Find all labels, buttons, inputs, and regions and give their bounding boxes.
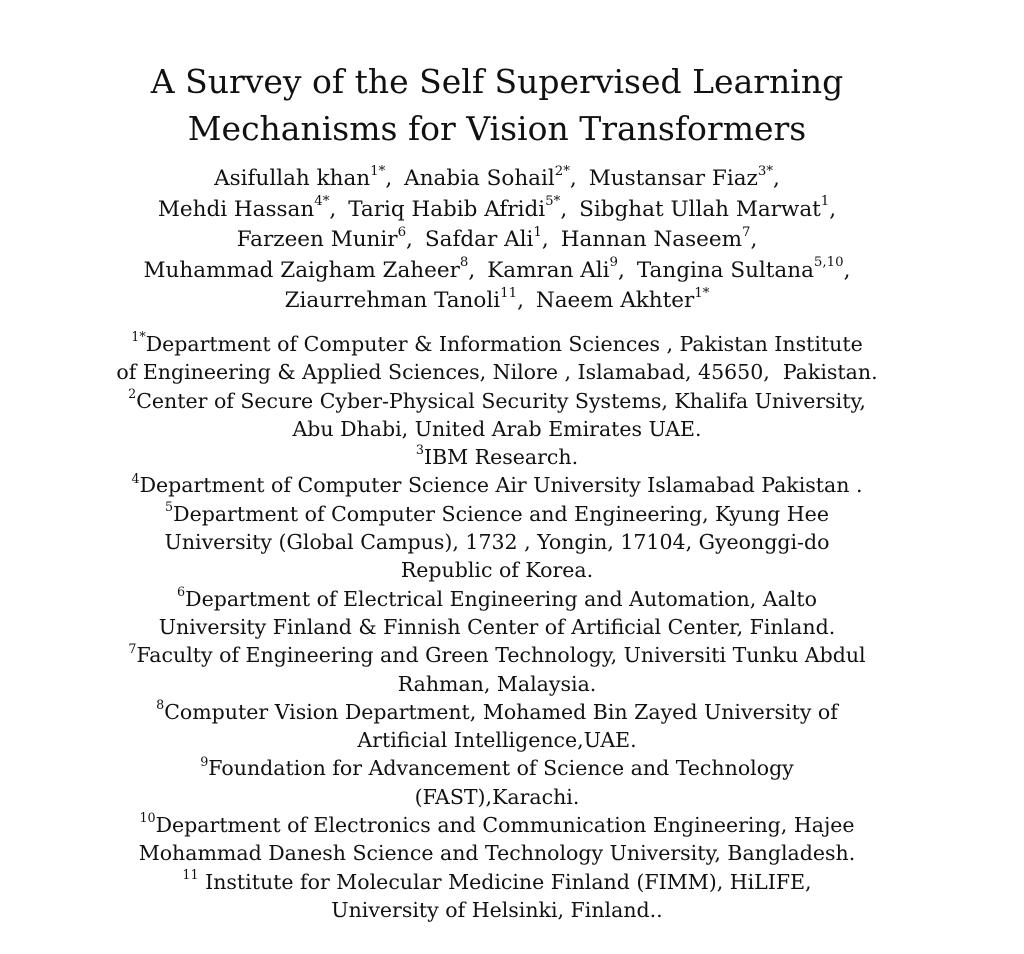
author <box>143 255 476 283</box>
affiliation-line <box>0 783 994 811</box>
affiliation-marker: 5 <box>165 499 174 515</box>
affiliation-line <box>0 670 994 698</box>
author-name: Naeem Akhter <box>535 288 695 313</box>
affiliation-text: Foundation for Advancement of Science and Technology <box>208 756 794 781</box>
affiliation-line <box>0 556 994 584</box>
affiliation-marker: 6 <box>177 583 186 599</box>
affiliation-line <box>0 868 994 896</box>
affiliation-line <box>0 754 994 782</box>
author <box>636 255 851 283</box>
author-affiliation-marker: 1 <box>533 224 542 240</box>
author-affiliation-marker: 2* <box>554 163 570 179</box>
affiliation-text: Faculty of Engineering and Green Technology, Universiti Tunku Abdul <box>136 643 866 668</box>
author-separator: , <box>843 257 851 283</box>
author-separator: , <box>569 166 577 191</box>
affiliation-line <box>0 613 994 641</box>
author <box>424 224 549 252</box>
affiliation-text: Abu Dhabi, United Arab Emirates UAE. <box>292 416 702 441</box>
author <box>284 285 524 313</box>
author-affiliation-marker: 7 <box>741 224 751 240</box>
author-affiliation-marker: 9 <box>609 255 619 271</box>
author <box>404 163 577 191</box>
author-line <box>0 195 994 226</box>
affiliation-marker: 8 <box>156 697 165 713</box>
affiliation-marker: 2 <box>128 385 137 401</box>
author <box>579 194 837 222</box>
author-affiliation-marker: 3* <box>757 163 774 179</box>
author-line <box>0 256 994 287</box>
author-affiliation-marker: 6 <box>397 224 407 240</box>
affiliation-text: Mohammad Danesh Science and Technology University, Bangladesh. <box>138 841 856 866</box>
affiliation-text: University of Helsinki, Finland.. <box>331 897 663 922</box>
author-list <box>0 164 994 317</box>
author-separator: , <box>560 196 568 222</box>
author-name: Tangina Sultana <box>636 257 814 283</box>
author-separator: , <box>517 288 524 313</box>
author-name: Farzeen Munir <box>236 227 398 252</box>
author-line <box>0 286 994 317</box>
author <box>157 194 337 222</box>
author-name: Muhammad Zaigham Zaheer <box>143 257 460 283</box>
author-name: Asifullah khan <box>214 166 371 191</box>
affiliation-line <box>0 330 994 358</box>
author <box>214 163 393 191</box>
author-affiliation-marker: 11 <box>500 285 518 301</box>
author-name: Anabia Sohail <box>404 166 555 191</box>
affiliation-line <box>0 811 994 839</box>
author-separator: , <box>468 257 476 283</box>
author-separator: , <box>329 196 337 222</box>
author-name: Ziaurrehman Tanoli <box>284 288 501 313</box>
affiliation-line <box>0 641 994 669</box>
affiliation-text: University (Global Campus), 1732 , Yongin, 17104, Gyeonggi-do <box>164 530 830 555</box>
author-separator: , <box>406 227 413 252</box>
author-affiliation-marker: 8 <box>459 255 469 271</box>
author-name: Mustansar Fiaz <box>588 166 758 191</box>
author-affiliation-marker: 5,10 <box>813 255 844 271</box>
affiliation-line <box>0 358 994 386</box>
author-name: Mehdi Hassan <box>157 196 315 222</box>
author-separator: , <box>541 227 549 252</box>
affiliation-line <box>0 415 994 443</box>
paper-title <box>0 58 994 152</box>
affiliation-text: (FAST),Karachi. <box>414 784 580 809</box>
affiliation-marker: 9 <box>200 753 209 769</box>
affiliation-line <box>0 500 994 528</box>
author-affiliation-marker: 4* <box>314 194 330 210</box>
author-separator: , <box>750 227 758 252</box>
author-name: Safdar Ali <box>424 227 534 252</box>
affiliation-text: Department of Electrical Engineering and Automation, Aalto <box>185 586 817 611</box>
affiliation-line <box>0 896 994 924</box>
affiliation-text: Department of Computer Science Air University Islamabad Pakistan . <box>139 473 863 498</box>
affiliation-marker: 1* <box>131 329 146 345</box>
affiliation-line <box>0 528 994 556</box>
author <box>236 224 413 252</box>
author-line <box>0 225 994 256</box>
affiliation-marker: 11 <box>182 866 199 882</box>
author-affiliation-marker: 1 <box>820 194 830 210</box>
affiliation-line <box>0 839 994 867</box>
author-affiliation-marker: 1* <box>370 163 386 179</box>
affiliation-text: Rahman, Malaysia. <box>397 671 597 696</box>
author-affiliation-marker: 5* <box>545 194 561 210</box>
affiliation-line <box>0 387 994 415</box>
affiliation-line <box>0 471 994 499</box>
affiliation-marker: 4 <box>131 470 140 486</box>
affiliation-text: IBM Research. <box>423 445 579 470</box>
author <box>535 285 710 313</box>
title-line-2: Mechanisms for Vision Transformers <box>187 109 807 149</box>
author-affiliation-marker: 1* <box>694 285 710 301</box>
affiliation-text: University Finland & Finnish Center of Artificial Center, Finland. <box>158 614 836 639</box>
author-name: Tariq Habib Afridi <box>348 196 546 222</box>
author-name: Sibghat Ullah Marwat <box>579 196 821 222</box>
affiliation-marker: 7 <box>128 640 137 656</box>
affiliation-text: Department of Electronics and Communication Engineering, Hajee <box>155 813 855 838</box>
affiliation-line <box>0 726 994 754</box>
affiliation-text: Department of Computer & Information Sciences , Pakistan Institute <box>145 332 863 356</box>
affiliation-line <box>0 698 994 726</box>
affiliation-line <box>0 585 994 613</box>
affiliation-text: Artificial Intelligence,UAE. <box>357 728 637 753</box>
affiliation-text: Computer Vision Department, Mohamed Bin Zayed University of <box>164 699 838 724</box>
author-name: Hannan Naseem <box>560 227 742 252</box>
affiliation-line <box>0 443 994 471</box>
author-separator: , <box>829 196 837 222</box>
affiliation-list <box>0 330 994 924</box>
author <box>487 255 625 283</box>
affiliation-text: Institute for Molecular Medicine Finland (FIMM), HiLIFE, <box>198 869 812 894</box>
author <box>588 163 780 191</box>
affiliation-marker: 10 <box>139 810 156 826</box>
affiliation-text: Center of Secure Cyber-Physical Security Systems, Khalifa University, <box>136 388 866 413</box>
affiliation-marker: 3 <box>415 442 424 458</box>
title-line-1: A Survey of the Self Supervised Learning <box>150 62 844 102</box>
affiliation-text: Republic of Korea. <box>400 558 594 583</box>
affiliation-text: of Engineering & Applied Sciences, Nilore , Islamabad, 45650, Pakistan. <box>116 360 878 385</box>
author-line <box>0 164 994 195</box>
author-separator: , <box>618 257 625 283</box>
author-separator: , <box>385 166 393 191</box>
author-separator: , <box>773 166 780 191</box>
author <box>560 224 758 252</box>
affiliation-text: Department of Computer Science and Engineering, Kyung Hee <box>173 501 829 526</box>
author-name: Kamran Ali <box>487 257 610 283</box>
author <box>348 194 568 222</box>
